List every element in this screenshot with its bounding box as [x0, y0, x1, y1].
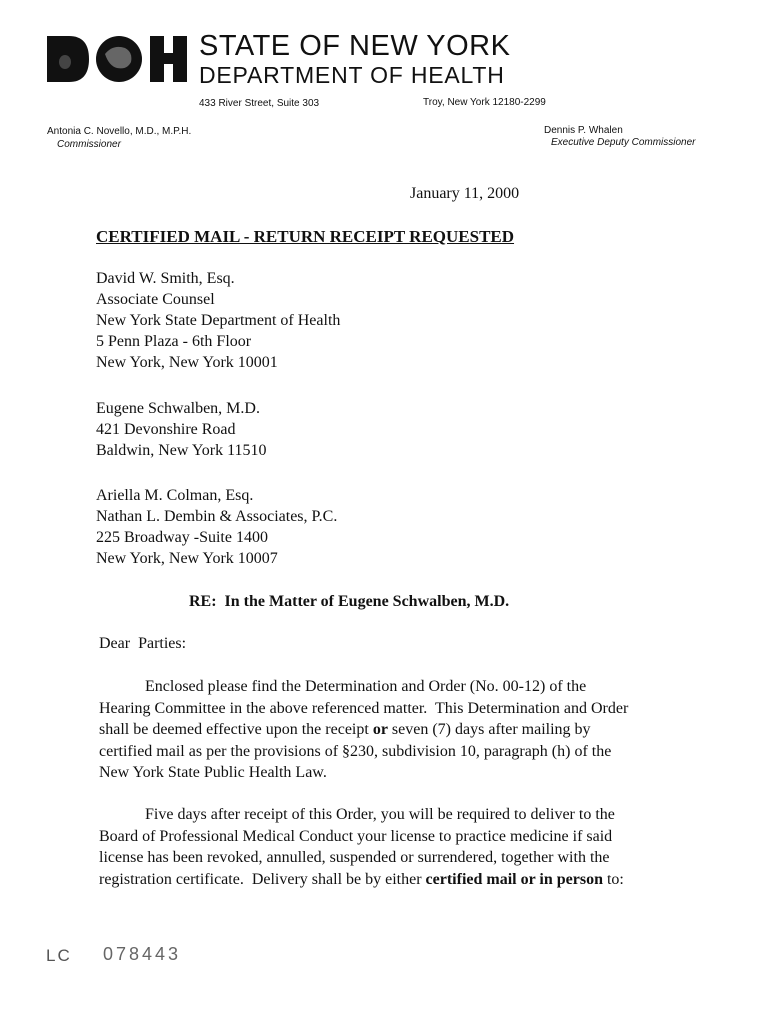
- salutation: Dear Parties:: [99, 635, 187, 652]
- address-line: New York, New York 10001: [96, 354, 278, 371]
- address-line: 421 Devonshire Road: [96, 421, 236, 438]
- paragraph-line: [99, 719, 699, 741]
- address-line: New York, New York 10007: [96, 550, 278, 567]
- commissioner-name: Antonia C. Novello, M.D., M.P.H.: [47, 126, 192, 137]
- address-line: 5 Penn Plaza - 6th Floor: [96, 333, 252, 350]
- re-line: RE: In the Matter of Eugene Schwalben, M.D.: [189, 593, 510, 610]
- paragraph-line: Hearing Committee in the above referenced matter. This Determination and Order: [99, 699, 629, 717]
- recipient-address-3: [96, 485, 337, 569]
- org-name-line1: STATE OF NEW YORK: [199, 30, 511, 62]
- address-line: Associate Counsel: [96, 291, 215, 308]
- letterhead-street: 433 River Street, Suite 303: [199, 98, 320, 109]
- org-name-line2: DEPARTMENT OF HEALTH: [199, 62, 505, 88]
- certified-mail-heading: CERTIFIED MAIL - RETURN RECEIPT REQUESTED: [96, 227, 515, 246]
- footer-code: 078443: [103, 944, 182, 964]
- address-line: New York State Department of Health: [96, 312, 341, 329]
- doh-logo-icon: [47, 34, 189, 84]
- paragraph-line: Enclosed please find the Determination and Order (No. 00-12) of the: [145, 678, 587, 695]
- address-line: Nathan L. Dembin & Associates, P.C.: [96, 508, 338, 525]
- footer-mark: LC: [46, 946, 72, 965]
- paragraph-text: to:: [602, 870, 624, 888]
- address-line: Eugene Schwalben, M.D.: [96, 400, 260, 417]
- body-paragraph-2: [99, 804, 699, 890]
- paragraph-text: seven (7) days after mailing by: [387, 721, 591, 738]
- address-line: Ariella M. Colman, Esq.: [96, 487, 254, 504]
- bold-or: or: [372, 721, 388, 738]
- address-line: David W. Smith, Esq.: [96, 270, 235, 287]
- paragraph-line: certified mail as per the provisions of §230, subdivision 10, paragraph (h) of the: [99, 742, 612, 760]
- commissioner-title: Commissioner: [57, 139, 121, 150]
- body-paragraph-1: [99, 676, 699, 784]
- address-line: 225 Broadway -Suite 1400: [96, 529, 268, 546]
- paragraph-text: registration certificate. Delivery shall be by either: [99, 870, 426, 888]
- deputy-title: Executive Deputy Commissioner: [551, 137, 696, 148]
- recipient-address-2: [96, 398, 267, 461]
- paragraph-text: shall be deemed effective upon the receipt: [99, 721, 373, 738]
- letter-date: January 11, 2000: [410, 185, 520, 202]
- paragraph-line: Board of Professional Medical Conduct your license to practice medicine if said: [99, 827, 613, 845]
- bold-delivery-method: certified mail or in person: [425, 870, 603, 888]
- paragraph-line: New York State Public Health Law.: [99, 764, 327, 781]
- recipient-address-1: [96, 268, 340, 373]
- address-line: Baldwin, New York 11510: [96, 442, 267, 459]
- letterhead-city: Troy, New York 12180-2299: [423, 97, 546, 108]
- paragraph-line: license has been revoked, annulled, suspended or surrendered, together with the: [99, 849, 610, 866]
- paragraph-line: [99, 869, 699, 891]
- paragraph-line: Five days after receipt of this Order, you will be required to deliver to the: [145, 806, 615, 823]
- deputy-name: Dennis P. Whalen: [544, 125, 623, 136]
